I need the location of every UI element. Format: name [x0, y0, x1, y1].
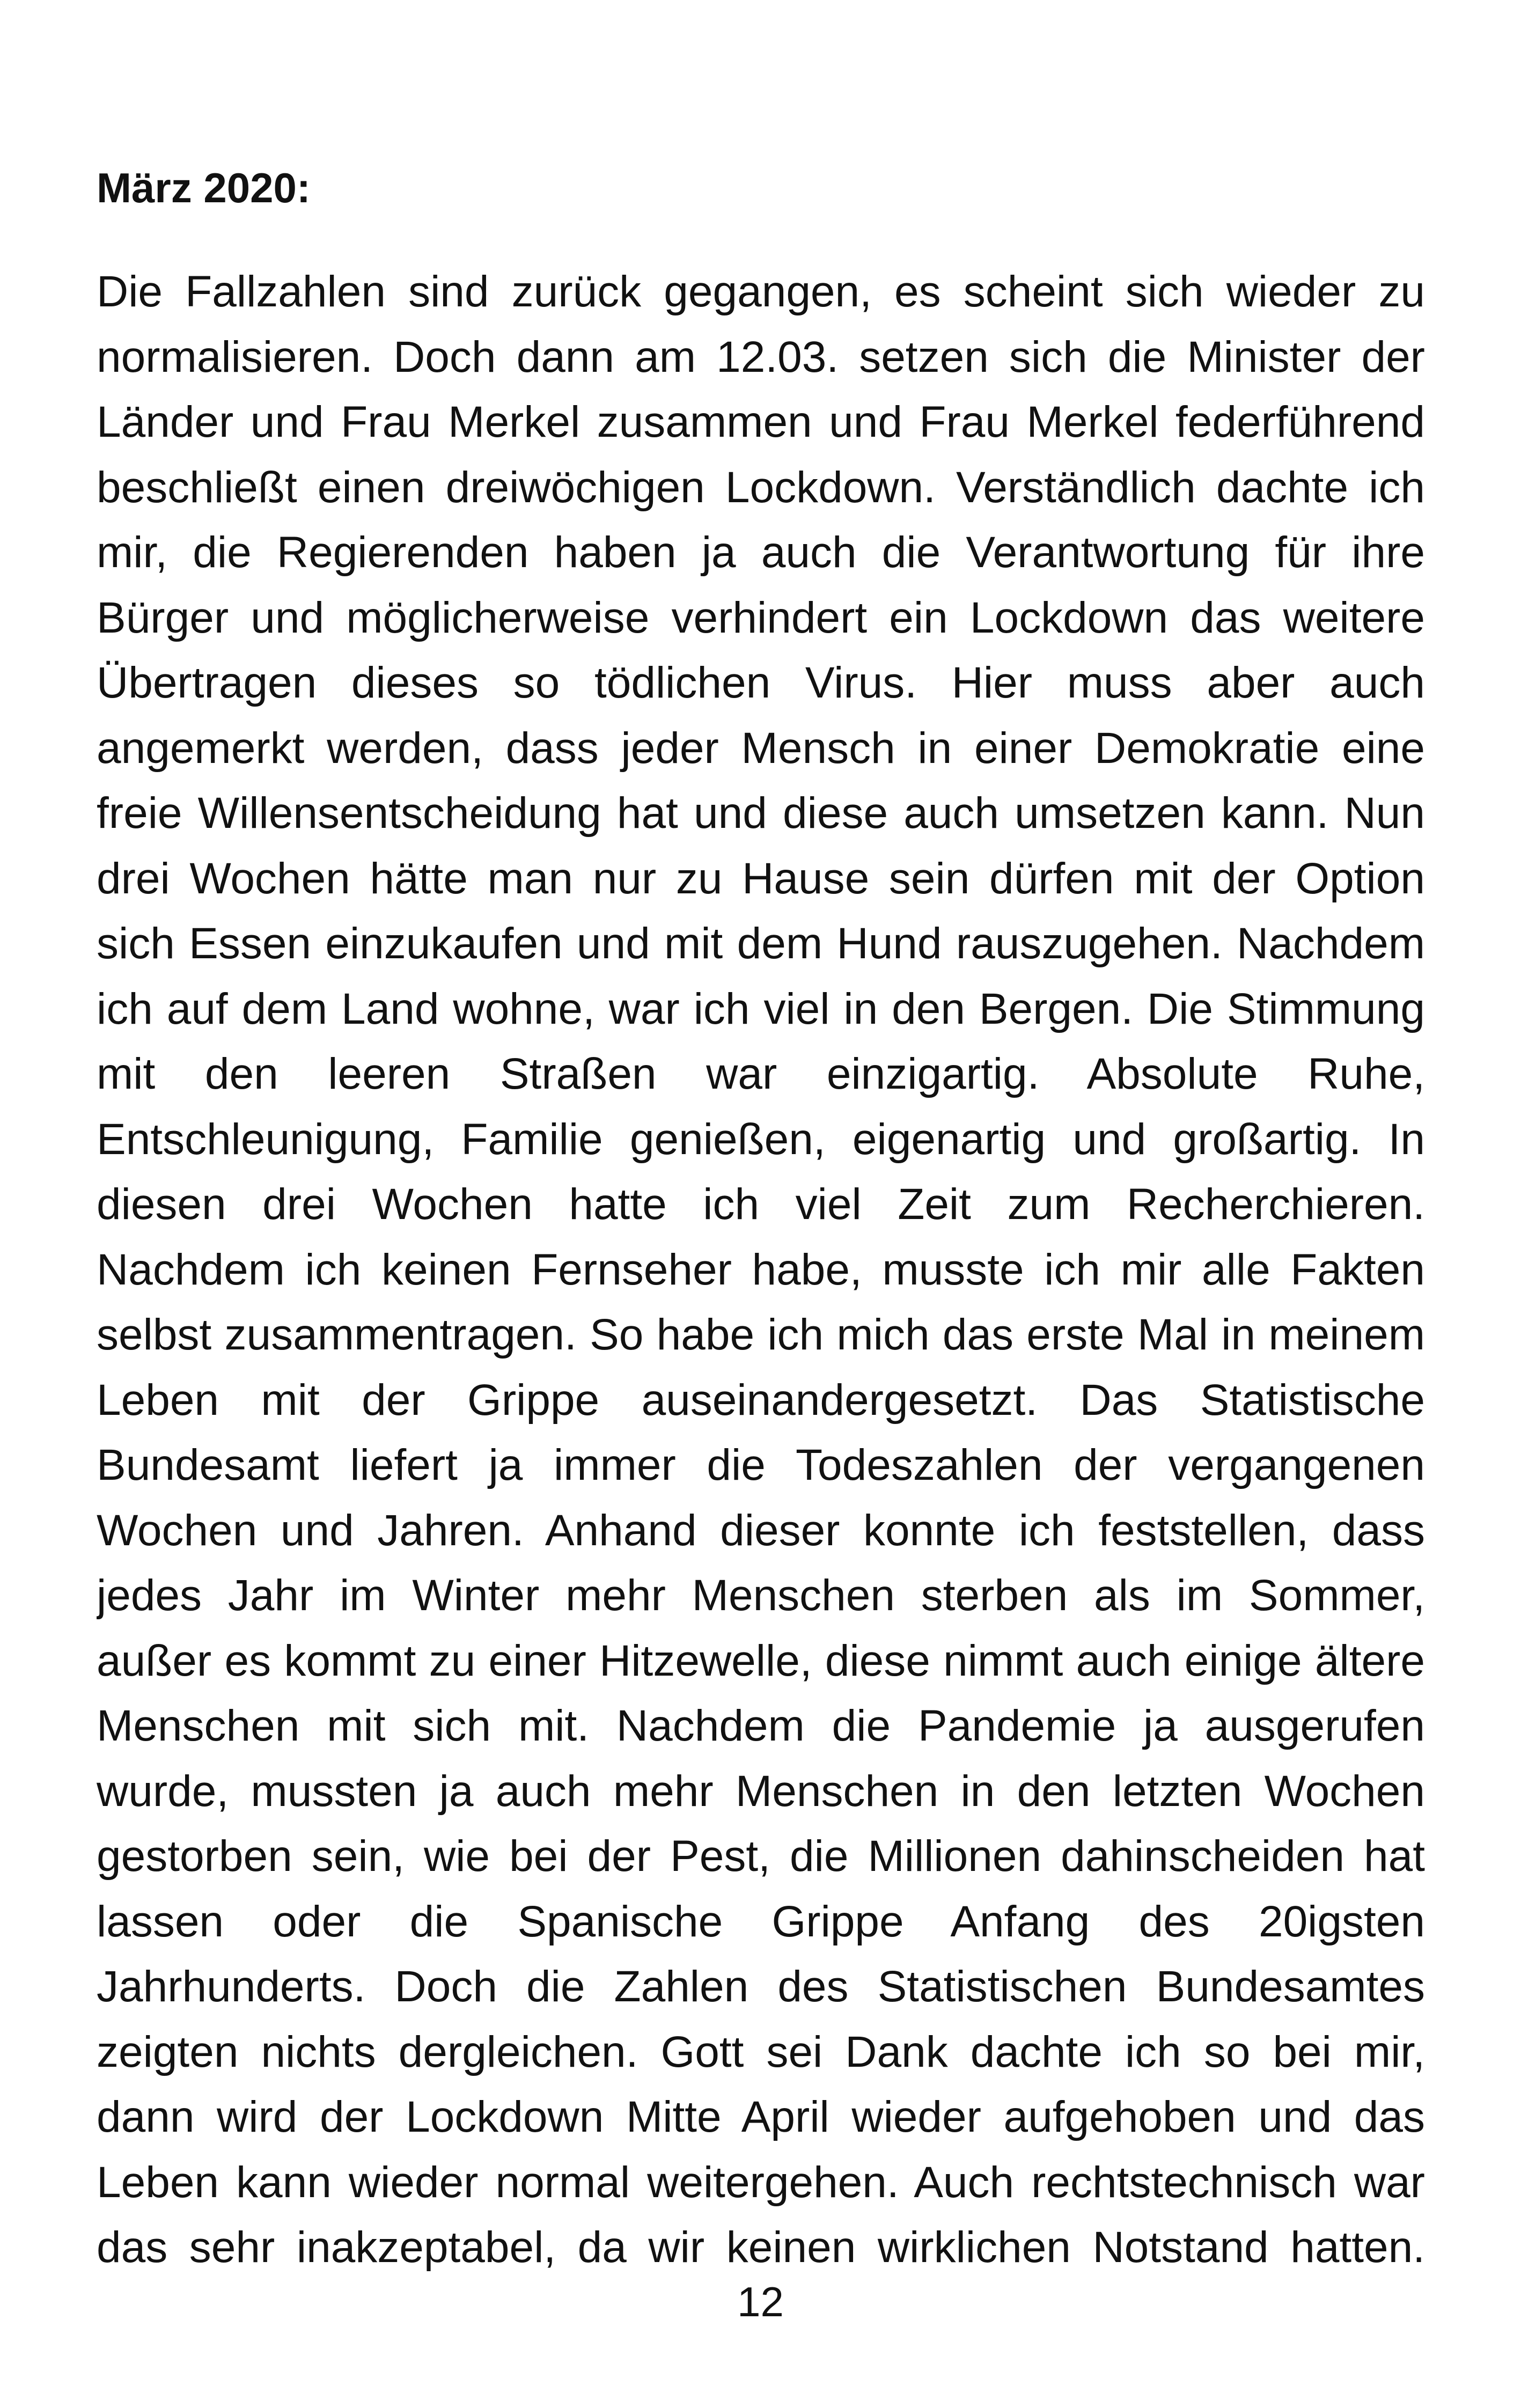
text-line: Übertragen dieses so tödlichen Virus. Hier muss aber auch [97, 658, 1425, 707]
text-line: dann wird der Lockdown Mitte April wieder aufgehoben und das [97, 2093, 1425, 2141]
text-line: Leben mit der Grippe auseinandergesetzt. Das Statistische [97, 1375, 1425, 1425]
text-line: das sehr inakzeptabel, da wir keinen wirklichen Notstand hatten. [97, 2223, 1425, 2272]
text-line: sich Essen einzukaufen und mit dem Hund rauszugehen. Nachdem [97, 919, 1425, 968]
text-line: drei Wochen hätte man nur zu Hause sein dürfen mit der Option [97, 854, 1425, 903]
section-heading: März 2020: [97, 164, 311, 211]
text-line: gestorben sein, wie bei der Pest, die Millionen dahinscheiden hat [97, 1832, 1425, 1881]
text-line: mit den leeren Straßen war einzigartig. Absolute Ruhe, [97, 1049, 1425, 1098]
text-line: mir, die Regierenden haben ja auch die Verantwortung für ihre [97, 528, 1425, 577]
text-line: Die Fallzahlen sind zurück gegangen, es scheint sich wieder zu [97, 267, 1425, 316]
text-line: ich auf dem Land wohne, war ich viel in den Bergen. Die Stimmung [97, 984, 1425, 1033]
text-line: jedes Jahr im Winter mehr Menschen sterben als im Sommer, [97, 1571, 1425, 1620]
text-line: zeigten nichts dergleichen. Gott sei Dank dachte ich so bei mir, [97, 2027, 1425, 2076]
text-line: Entschleunigung, Familie genießen, eigenartig und großartig. In [97, 1114, 1425, 1164]
text-line: selbst zusammentragen. So habe ich mich das erste Mal in meinem [97, 1310, 1425, 1359]
text-line: angemerkt werden, dass jeder Mensch in einer Demokratie eine [97, 723, 1425, 773]
text-line: beschließt einen dreiwöchigen Lockdown. Verständlich dachte ich [97, 462, 1425, 512]
text-line: normalisieren. Doch dann am 12.03. setzen sich die Minister der [97, 332, 1425, 381]
text-line: Leben kann wieder normal weitergehen. Auch rechtstechnisch war [97, 2157, 1425, 2207]
page-number: 12 [737, 2278, 784, 2325]
body-paragraph [97, 259, 1425, 2280]
text-line: diesen drei Wochen hatte ich viel Zeit zum Recherchieren. [97, 1180, 1425, 1229]
text-line: Bürger und möglicherweise verhindert ein Lockdown das weitere [97, 593, 1425, 642]
text-line: Jahrhunderts. Doch die Zahlen des Statistischen Bundesamtes [97, 1962, 1425, 2011]
text-line: wurde, mussten ja auch mehr Menschen in den letzten Wochen [97, 1766, 1425, 1816]
text-line: lassen oder die Spanische Grippe Anfang des 20igsten [97, 1897, 1425, 1946]
text-line: freie Willensentscheidung hat und diese auch umsetzen kann. Nun [97, 789, 1425, 838]
text-line: Wochen und Jahren. Anhand dieser konnte ich feststellen, dass [97, 1506, 1425, 1555]
text-line: außer es kommt zu einer Hitzewelle, diese nimmt auch einige ältere [97, 1636, 1425, 1685]
text-line: Bundesamt liefert ja immer die Todeszahlen der vergangenen [97, 1441, 1425, 1489]
text-line: Menschen mit sich mit. Nachdem die Pandemie ja ausgerufen [97, 1701, 1425, 1750]
text-line: Länder und Frau Merkel zusammen und Frau Merkel federführend [97, 398, 1425, 446]
text-line: Nachdem ich keinen Fernseher habe, musste ich mir alle Fakten [97, 1245, 1425, 1294]
